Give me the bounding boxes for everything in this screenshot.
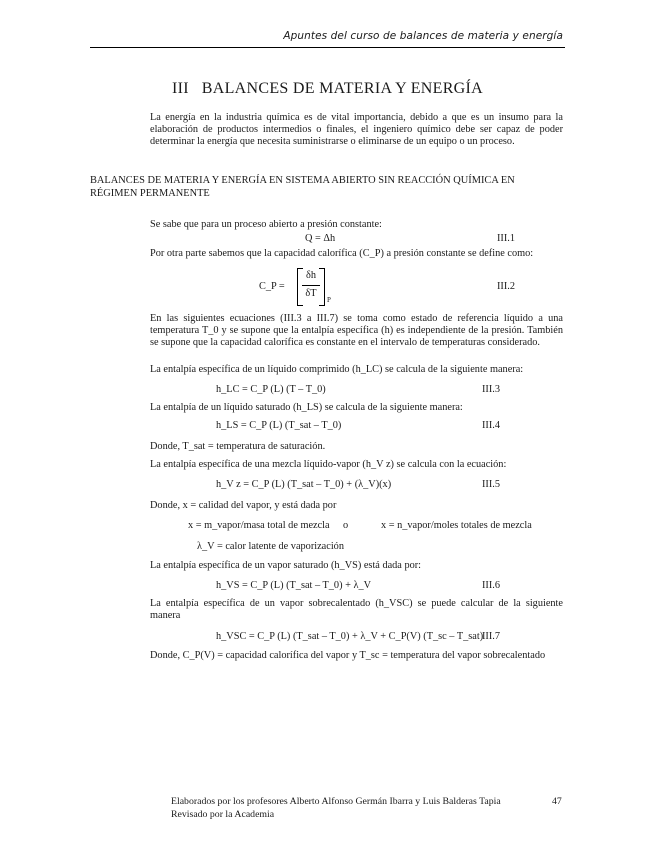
equation-number: III.2 [497,281,516,292]
equation-iii-2-derivative [297,268,325,306]
or-separator: o [343,520,349,531]
superheated-paragraph: La entalpía específica de un vapor sobrecalentado (h_VSC) se puede calcular de la siguiente manera [150,598,563,621]
fraction-bar [302,285,320,286]
text-line: La entalpía de un líquido saturado (h_LS) se calcula de la siguiente manera: [150,402,463,413]
equation-iii-3: h_LC = C_P (L) (T – T_0) [216,384,326,395]
equation-number: III.7 [482,631,501,642]
derivative-numerator: δh [305,270,316,281]
quality-mass-definition: x = m_vapor/masa total de mezcla [188,520,330,531]
equation-number: III.6 [482,580,501,591]
running-header: Apuntes del curso de balances de materia y energía [283,30,563,42]
equation-number: III.1 [497,233,516,244]
footer-authors: Elaborados por los profesores Alberto Alfonso Germán Ibarra y Luis Balderas Tapia [171,796,501,807]
equation-iii-2-lhs: C_P = [259,281,285,292]
equation-number: III.5 [482,479,501,490]
equation-iii-4: h_LS = C_P (L) (T_sat – T_0) [216,420,342,431]
equation-iii-7: h_VSC = C_P (L) (T_sat – T_0) + λ_V + C_P(V) (T_sc – T_sat) [216,631,484,642]
intro-paragraph: La energía en la industria química es de vital importancia, debido a que es un insumo para la elaboración de productos intermedios o finales, el ingeniero químico debe ser capaz de poder determinar la energía que necesita suministrarse o eliminarse de un equipo o un proceso. [150,112,563,147]
text-line: La entalpía específica de una mezcla líquido-vapor (h_V z) se calcula con la ecuación: [150,459,507,470]
constant-pressure-subscript: P [327,296,331,304]
text-line: Por otra parte sabemos que la capacidad calorífica (C_P) a presión constante se define como: [150,248,534,259]
equation-iii-6: h_VS = C_P (L) (T_sat – T_0) + λ_V [216,580,372,591]
equation-number: III.4 [482,420,501,431]
header-divider [90,47,565,48]
derivative-denominator: δT [305,288,317,299]
latent-heat-definition: λ_V = calor latente de vaporización [197,541,344,552]
equation-iii-5: h_V z = C_P (L) (T_sat – T_0) + (λ_V)(x) [216,479,392,490]
equation-number: III.3 [482,384,501,395]
text-line: La entalpía específica de un vapor saturado (h_VS) está dada por: [150,560,422,571]
equation-iii-1: Q = Δh [305,233,336,244]
page-number: 47 [552,796,562,807]
text-line: Donde, x = calidad del vapor, y está dada por [150,500,337,511]
text-line: Se sabe que para un proceso abierto a presión constante: [150,219,382,230]
section-heading: BALANCES DE MATERIA Y ENERGÍA EN SISTEMA ABIERTO SIN REACCIÓN QUÍMICA EN RÉGIMEN PERMANENTE [90,175,515,199]
text-line: Donde, C_P(V) = capacidad calorífica del vapor y T_sc = temperatura del vapor sobrecalentado [150,650,546,661]
quality-mole-definition: x = n_vapor/moles totales de mezcla [381,520,532,531]
text-line: Donde, T_sat = temperatura de saturación. [150,441,326,452]
text-line: La entalpía específica de un líquido comprimido (h_LC) se calcula de la siguiente manera: [150,364,524,375]
assumptions-paragraph: En las siguientes ecuaciones (III.3 a III.7) se toma como estado de referencia líquido a una temperatura T_0 y se supone que la entalpía específica (h) es independiente de la presión. También se supone que la capacidad calorífica es constante en el intervalo de temperaturas considerado. [150,313,563,348]
footer-review: Revisado por la Academia [171,809,275,820]
chapter-title: III BALANCES DE MATERIA Y ENERGÍA [171,80,484,97]
